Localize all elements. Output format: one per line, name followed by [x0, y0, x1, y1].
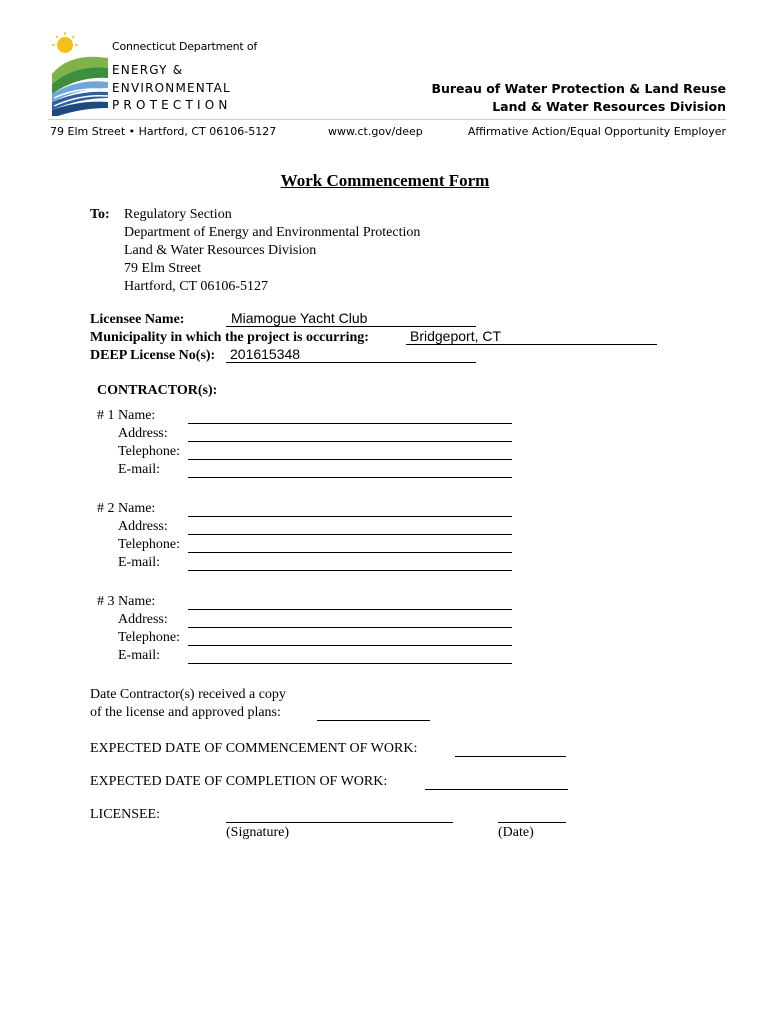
contractor-2-name-field[interactable] — [188, 501, 512, 517]
logo-protection-text: PROTECTION — [112, 98, 232, 112]
to-line: 79 Elm Street — [124, 261, 201, 276]
licensee-name-label: Licensee Name: — [90, 312, 185, 327]
logo-energy-text: ENERGY & — [112, 63, 184, 77]
contractor-1-telephone-label: Telephone: — [118, 444, 180, 459]
logo-environmental-text: ENVIRONMENTAL — [112, 81, 231, 95]
copy-received-label-line1: Date Contractor(s) received a copy — [90, 687, 286, 702]
contractor-3-email-label: E-mail: — [118, 648, 160, 663]
date-caption: (Date) — [498, 825, 534, 840]
contractors-heading: CONTRACTOR(s): — [97, 383, 218, 398]
contractor-2-address-label: Address: — [118, 519, 168, 534]
form-title: Work Commencement Form — [280, 171, 490, 190]
contractor-3-email-field[interactable] — [188, 648, 512, 664]
licensee-name-value: Miamogue Yacht Club — [231, 310, 368, 326]
municipality-value: Bridgeport, CT — [410, 328, 502, 344]
contractor-3-address-field[interactable] — [188, 612, 512, 628]
contractor-3-name-label: # 3 Name: — [97, 594, 156, 609]
contractor-2-email-label: E-mail: — [118, 555, 160, 570]
contractor-2-address-field[interactable] — [188, 519, 512, 535]
license-no-label: DEEP License No(s): — [90, 348, 216, 363]
contractor-1-name-label: # 1 Name: — [97, 408, 156, 423]
to-label: To: — [90, 207, 110, 222]
logo-department-text: Connecticut Department of — [112, 40, 258, 53]
bureau-name: Bureau of Water Protection & Land Reuse — [431, 81, 726, 96]
licensee-signature-label: LICENSEE: — [90, 807, 160, 822]
header-employer-statement: Affirmative Action/Equal Opportunity Employer — [467, 125, 726, 138]
to-line: Land & Water Resources Division — [124, 243, 317, 258]
completion-label: EXPECTED DATE OF COMPLETION OF WORK: — [90, 774, 388, 789]
commencement-date-field[interactable] — [455, 741, 566, 757]
signature-date-field[interactable] — [498, 807, 566, 823]
contractor-1-address-label: Address: — [118, 426, 168, 441]
contractor-3-telephone-field[interactable] — [188, 630, 512, 646]
contractor-2-telephone-label: Telephone: — [118, 537, 180, 552]
contractor-2-telephone-field[interactable] — [188, 537, 512, 553]
completion-date-field[interactable] — [425, 774, 568, 790]
to-line: Regulatory Section — [124, 207, 232, 222]
header-address: 79 Elm Street • Hartford, CT 06106-5127 — [50, 125, 277, 138]
contractor-2-name-label: # 2 Name: — [97, 501, 156, 516]
signature-caption: (Signature) — [226, 825, 289, 840]
contractor-1-address-field[interactable] — [188, 426, 512, 442]
header-website-link[interactable]: www.ct.gov/deep — [328, 125, 423, 138]
header-divider — [48, 119, 726, 120]
contractor-3-address-label: Address: — [118, 612, 168, 627]
contractor-1-email-field[interactable] — [188, 462, 512, 478]
copy-received-date-field[interactable] — [317, 705, 430, 721]
contractor-1-name-field[interactable] — [188, 408, 512, 424]
contractor-2-email-field[interactable] — [188, 555, 512, 571]
contractor-1-email-label: E-mail: — [118, 462, 160, 477]
to-line: Department of Energy and Environmental Protection — [124, 225, 421, 240]
commencement-label: EXPECTED DATE OF COMMENCEMENT OF WORK: — [90, 741, 418, 756]
signature-field[interactable] — [226, 807, 453, 823]
to-line: Hartford, CT 06106-5127 — [124, 279, 268, 294]
division-name: Land & Water Resources Division — [492, 99, 726, 114]
contractor-1-telephone-field[interactable] — [188, 444, 512, 460]
contractor-3-telephone-label: Telephone: — [118, 630, 180, 645]
copy-received-label-line2: of the license and approved plans: — [90, 705, 281, 720]
municipality-label: Municipality in which the project is occurring: — [90, 330, 369, 345]
license-no-value: 201615348 — [230, 346, 301, 362]
contractor-3-name-field[interactable] — [188, 594, 512, 610]
